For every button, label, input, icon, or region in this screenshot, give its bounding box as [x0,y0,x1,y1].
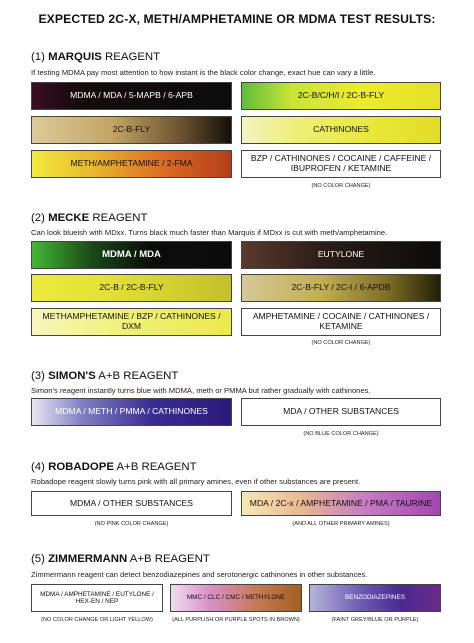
result-note-zimmermann-right: (FAINT GREY/BLUE OR PURPLE) [331,617,419,623]
result-swatch-2c-b-fly: 2C-B-FLY [31,116,232,144]
result-box-no-change-mecke: AMPHETAMINE / COCAINE / CATHINONES / KETAMINE [241,308,441,336]
result-swatch-2c-b-fly-mecke: 2C-B-FLY / 2C-I / 6-APDB [241,274,441,302]
result-swatch-mdma-simons: MDMA / METH / PMMA / CATHINONES [31,398,232,426]
section-description-mecke: Can look blueish with MDxx. Turns black much faster than Marquis if MDxx is cut with meth/amphetamine. [31,228,388,237]
result-swatch-meth: METH/AMPHETAMINE / 2-FMA [31,150,232,178]
result-note-marquis: (NO COLOR CHANGE) [311,183,371,189]
section-heading-simons: (3) SIMON'S A+B REAGENT [31,370,179,382]
result-note-robadope-right: (AND ALL OTHER PRIMARY AMINES) [292,521,390,527]
result-note-simons: (NO BLUE COLOR CHANGE) [303,431,379,437]
section-heading-mecke: (2) MECKE REAGENT [31,212,148,224]
result-note-mecke: (NO COLOR CHANGE) [311,340,371,346]
result-swatch-eutylone: EUTYLONE [241,241,441,269]
result-swatch-mdma-mecke: MDMA / MDA [31,241,232,269]
result-note-zimmermann-middle: (ALL PURPLISH OR PURPLE SPOTS IN BROWN) [172,617,300,623]
result-box-no-change-zimmermann: MDMA / AMPHETAMINE / EUTYLONE / HEX-EN / NEP [31,584,163,612]
result-box-no-change-robadope: MDMA / OTHER SUBSTANCES [31,491,232,516]
section-description-simons: Simon's reagent instantly turns blue with MDMA, meth or PMMA but rather gradually with cathinones. [31,386,371,395]
section-heading-robadope: (4) ROBADOPE A+B REAGENT [31,461,197,473]
result-swatch-mda-robadope: MDA / 2C-x / AMPHETAMINE / PMA / TAURINE [241,491,441,516]
result-box-no-change-marquis: BZP / CATHINONES / COCAINE / CAFFEINE / IBUPROFEN / KETAMINE [241,150,441,178]
result-swatch-2c-b: 2C-B/C/H/I / 2C-B-FLY [241,82,441,110]
result-swatch-mmc: MMC / CLC / CMC / METHYLONE [170,584,302,612]
page-title: EXPECTED 2C-X, METH/AMPHETAMINE OR MDMA TEST RESULTS: [38,12,436,26]
result-box-no-change-simons: MDA / OTHER SUBSTANCES [241,398,441,426]
section-description-marquis: If testing MDMA pay most attention to how instant is the black color change, exact hue can vary a little. [31,68,376,77]
section-heading-zimmermann: (5) ZIMMERMANN A+B REAGENT [31,553,210,565]
result-swatch-methamphetamine: METHAMPHETAMINE / BZP / CATHINONES / DXM [31,308,232,336]
result-note-zimmermann-left: (NO COLOR CHANGE OR LIGHT YELLOW) [41,617,153,623]
result-swatch-benzodiazepines: BENZODIAZEPINES [309,584,441,612]
section-heading-marquis: (1) MARQUIS REAGENT [31,51,161,63]
result-swatch-2c-b-mecke: 2C-B / 2C-B-FLY [31,274,232,302]
result-swatch-mdma: MDMA / MDA / 5-MAPB / 6-APB [31,82,232,110]
section-description-zimmermann: Zimmermann reagent can detect benzodiazepines and serotonergic cathinones in other substances. [31,570,368,579]
section-description-robadope: Robadope reagent slowly turns pink with all primary amines, even if other substances are present. [31,477,361,486]
result-note-robadope-left: (NO PINK COLOR CHANGE) [94,521,169,527]
result-swatch-cathinones: CATHINONES [241,116,441,144]
